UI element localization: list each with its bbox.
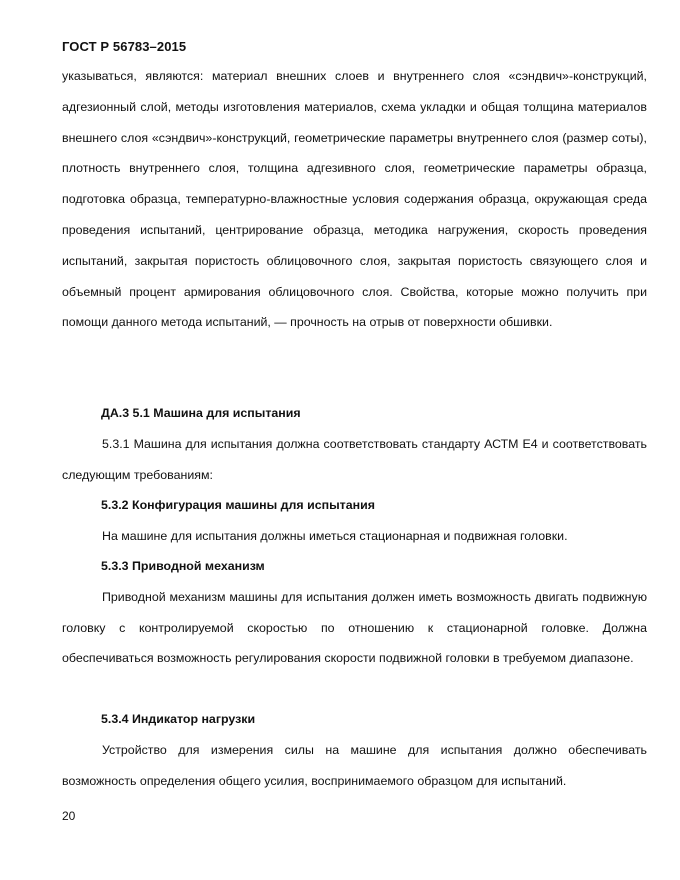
intro-paragraph: указываться, являются: материал внешних слоев и внутреннего слоя «сэндвич»-конструкций, адгезионный слой, методы изготовления материалов, схема укладки и общая толщина материалов внешнего слоя «сэндвич»-конструкций, геометрические параметры внутреннего слоя (размер соты), плотность внутреннего слоя, толщина адгезивного слоя, геометрические параметры образца, подготовка образца, температурно-влажностные условия содержания образца, окружающая среда проведения испытаний, центрирование образца, методика нагружения, скорость проведения испытаний, закрытая пористость облицовочного слоя, закрытая пористость связующего слоя и объемный процент армирования облицовочного слоя. Свойства, которые можно получить при помощи данного метода испытаний, — прочность на отрыв от поверхности обшивки. <box>62 69 647 330</box>
document-header-standard-code: ГОСТ Р 56783–2015 <box>62 39 187 54</box>
heading-5-3-2: 5.3.2 Конфигурация машины для испытания <box>101 498 375 512</box>
heading-5-3-4: 5.3.4 Индикатор нагрузки <box>101 712 256 726</box>
paragraph-5-3-1: 5.3.1 Машина для испытания должна соответствовать стандарту АСТМ Е4 и соответствовать следующим требованиям: <box>62 437 647 482</box>
section-da3-heading: ДА.3 5.1 Машина для испытания <box>101 406 301 420</box>
paragraph-5-3-2: На машине для испытания должны иметься стационарная и подвижная головки. <box>102 529 568 543</box>
paragraph-5-3-3: Приводной механизм машины для испытания должен иметь возможность двигать подвижную головку с контролируемой скоростью по отношению к стационарной головке. Должна обеспечиваться возможность регулирования скорости подвижной головки в требуемом диапазоне. <box>62 590 647 666</box>
heading-5-3-3: 5.3.3 Приводной механизм <box>101 559 265 573</box>
paragraph-5-3-4: Устройство для измерения силы на машине для испытания должно обеспечивать возможность определения общего усилия, воспринимаемого образцом для испытаний. <box>62 743 647 788</box>
page-number: 20 <box>62 809 76 823</box>
